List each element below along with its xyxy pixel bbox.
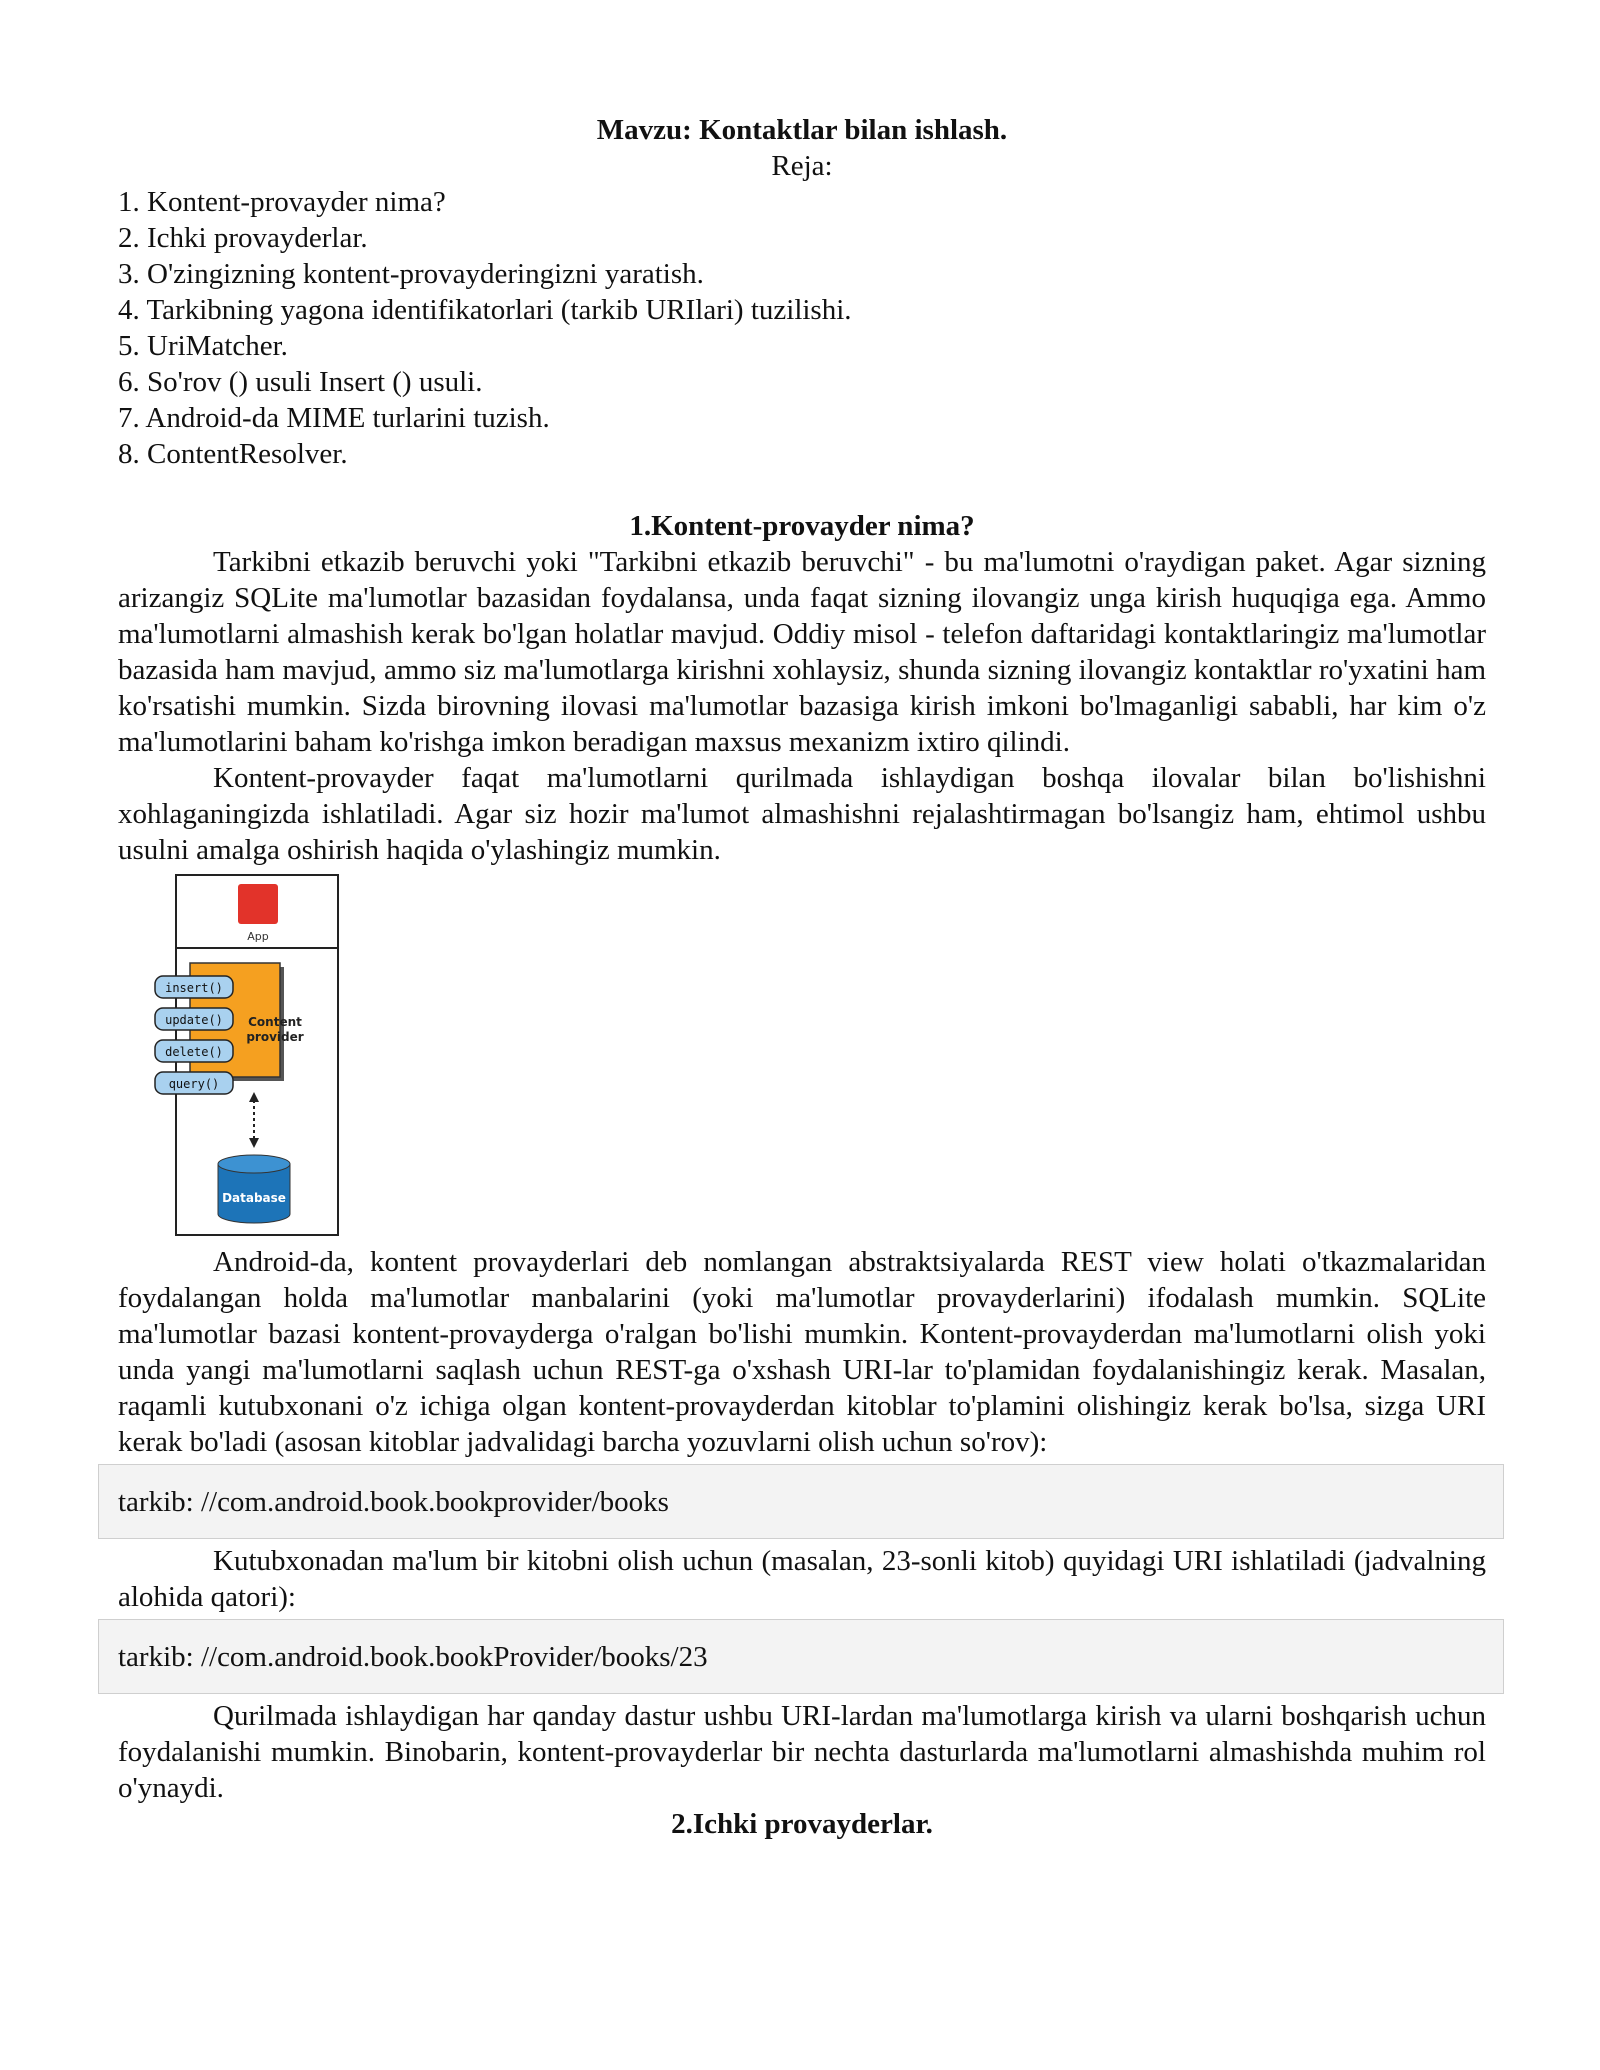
method-insert — [155, 976, 233, 998]
method-query-label: query() — [168, 1077, 220, 1091]
section1-paragraph-4: Kutubxonadan ma'lum bir kitobni olish uchun (masalan, 23-sonli kitob) quyidagi URI ishlatiladi (jadvalning alohida qatori): — [118, 1545, 1486, 1613]
method-delete — [155, 1040, 233, 1062]
document-page — [118, 112, 1486, 1842]
plan-item: 4. Tarkibning yagona identifikatorlari (tarkib URIlari) tuzilishi. — [118, 294, 852, 326]
method-update-label: update() — [165, 1013, 223, 1027]
method-delete-label: delete() — [165, 1045, 223, 1059]
provider-label-line2: provider — [246, 1030, 304, 1044]
plan-item: 3. O'zingizning kontent-provayderingizni yaratish. — [118, 258, 704, 290]
provider-label-line1: Content — [248, 1015, 302, 1029]
content-provider-diagram — [118, 874, 1486, 1238]
plan-item: 1. Kontent-provayder nima? — [118, 186, 446, 218]
section1-paragraph-5: Qurilmada ishlaydigan har qanday dastur ushbu URI-lardan ma'lumotlarga kirish va ularni boshqarish uchun foydalanishi mumkin. Binobarin, kontent-provayderlar bir nechta dasturlarda ma'lumotlarni almashishda muhim rol o'ynaydi. — [118, 1700, 1486, 1804]
uri-example-book-23: tarkib: //com.android.book.bookProvider/books/23 — [98, 1619, 1504, 1694]
diagram-svg — [118, 874, 358, 1238]
plan-item: 5. UriMatcher. — [118, 330, 288, 362]
app-label: App — [247, 930, 269, 943]
document-title: Mavzu: Kontaktlar bilan ishlash. — [596, 114, 1008, 146]
plan-list — [118, 184, 1486, 472]
section2-heading: 2.Ichki provayderlar. — [671, 1808, 933, 1840]
database-label: Database — [222, 1191, 286, 1205]
plan-item: 7. Android-da MIME turlarini tuzish. — [118, 402, 550, 434]
app-icon — [238, 884, 278, 924]
section1-heading: 1.Kontent-provayder nima? — [629, 510, 975, 542]
method-insert-label: insert() — [165, 981, 223, 995]
method-query — [155, 1072, 233, 1094]
section1-paragraph-2: Kontent-provayder faqat ma'lumotlarni qurilmada ishlaydigan boshqa ilovalar bilan bo'lishishni xohlaganingizda ishlatiladi. Agar siz hozir ma'lumot almashishni rejalashtirmagan bo'lsangiz ham, ehtimol ushbu usulni amalga oshirish haqida o'ylashingiz mumkin. — [118, 762, 1486, 866]
plan-item: 6. So'rov () usuli Insert () usuli. — [118, 366, 483, 398]
database-icon — [218, 1155, 290, 1223]
section1-paragraph-1: Tarkibni etkazib beruvchi yoki "Tarkibni etkazib beruvchi" - bu ma'lumotni o'raydigan paket. Agar sizning arizangiz SQLite ma'lumotlar bazasidan foydalansa, unda faqat sizning ilovangiz unga kirish huquqiga ega. Ammo ma'lumotlarni almashish kerak bo'lgan holatlar mavjud. Oddiy misol - telefon daftaridagi kontaktlaringiz ma'lumotlar bazasida ham mavjud, ammo siz ma'lumotlarga kirishni xohlaysiz, shunda sizning ilovangiz kontaktlar ro'yxatini ham ko'rsatishi mumkin. Sizda birovning ilovasi ma'lumotlar bazasiga kirish imkoni bo'lmaganligi sababli, har kim o'z ma'lumotlarini baham ko'rishga imkon beradigan maxsus mexanizm ixtiro qilindi. — [118, 546, 1486, 758]
uri-example-books: tarkib: //com.android.book.bookprovider/books — [98, 1464, 1504, 1539]
plan-item: 2. Ichki provayderlar. — [118, 222, 368, 254]
section1-paragraph-3: Android-da, kontent provayderlari deb nomlangan abstraktsiyalarda REST view holati o'tkazmalaridan foydalangan holda ma'lumotlar manbalarini (yoki ma'lumotlar provayderlarini) ifodalash mumkin. SQLite ma'lumotlar bazasi kontent-provayderga o'ralgan bo'lishi mumkin. Kontent-provayderdan ma'lumotlarni olish yoki unda yangi ma'lumotlarni saqlash uchun REST-ga o'xshash URI-lar to'plamidan foydalanishingiz kerak. Masalan, raqamli kutubxonani o'z ichiga olgan kontent-provayderdan kitoblar to'plamini olishingiz kerak bo'lsa, sizga URI kerak bo'ladi (asosan kitoblar jadvalidagi barcha yozuvlarni olish uchun so'rov): — [118, 1246, 1486, 1458]
plan-heading: Reja: — [771, 150, 833, 182]
plan-item: 8. ContentResolver. — [118, 438, 348, 470]
section-spacer — [118, 472, 1486, 508]
method-update — [155, 1008, 233, 1030]
